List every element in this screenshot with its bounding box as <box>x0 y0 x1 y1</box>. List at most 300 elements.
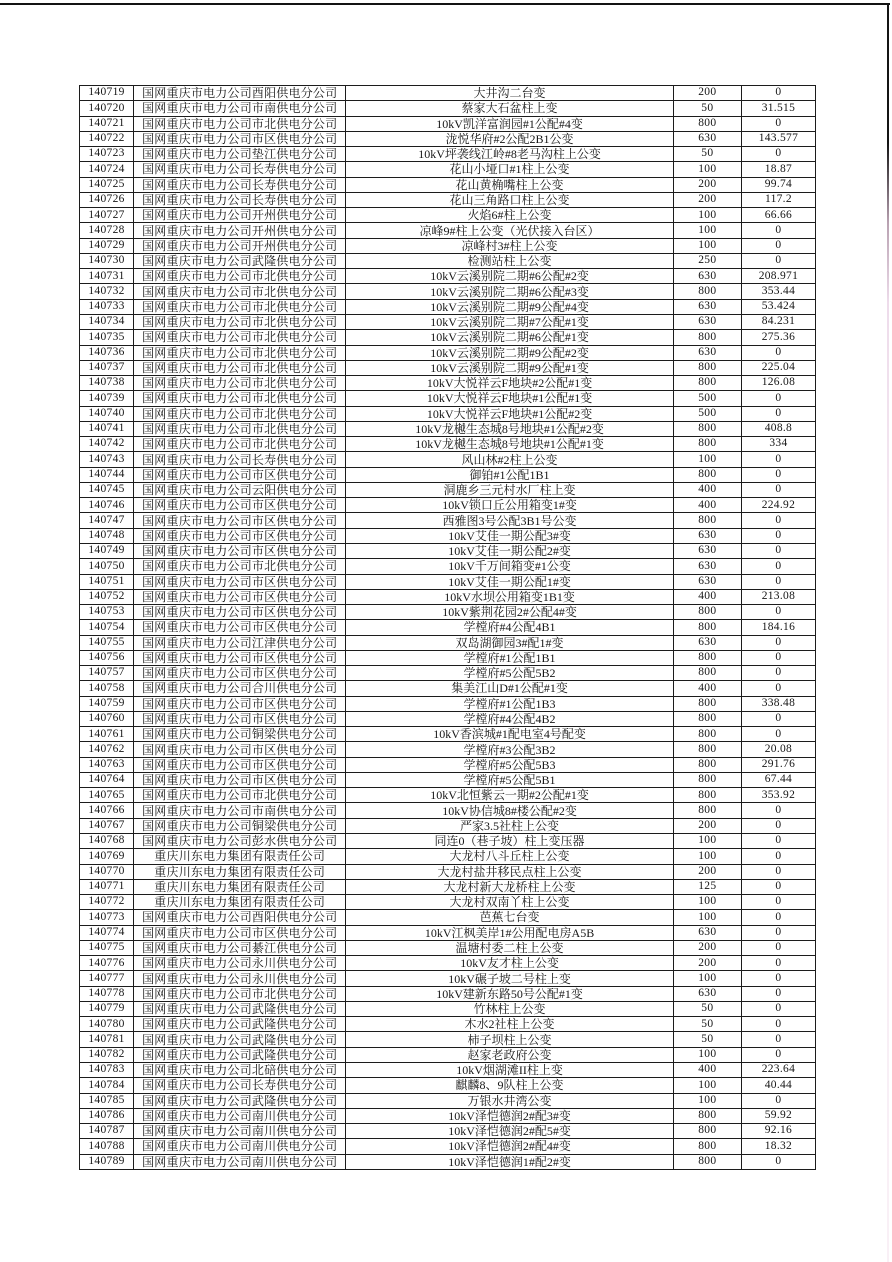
table-row <box>80 834 816 849</box>
table-row <box>80 757 816 772</box>
cell-capacity: 400 <box>673 482 741 497</box>
cell-value: 0 <box>741 879 815 894</box>
cell-capacity: 50 <box>673 147 741 162</box>
records-table <box>79 85 816 1170</box>
cell-value: 0 <box>741 605 815 620</box>
cell-value: 117.2 <box>741 192 815 207</box>
cell-station: 麒麟8、9队柱上公变 <box>346 1078 673 1093</box>
table-row <box>80 421 816 436</box>
cell-company: 国网重庆市电力公司市北供电分公司 <box>134 986 346 1001</box>
cell-capacity: 100 <box>673 452 741 467</box>
cell-capacity: 800 <box>673 284 741 299</box>
cell-station: 大龙村盐井移民点柱上公变 <box>346 864 673 879</box>
cell-value: 0 <box>741 1093 815 1108</box>
cell-id: 140782 <box>80 1047 134 1062</box>
cell-company: 国网重庆市电力公司市区供电分公司 <box>134 925 346 940</box>
cell-company: 国网重庆市电力公司长寿供电分公司 <box>134 192 346 207</box>
cell-capacity: 800 <box>673 727 741 742</box>
cell-id: 140751 <box>80 574 134 589</box>
cell-company: 国网重庆市电力公司市区供电分公司 <box>134 513 346 528</box>
cell-company: 国网重庆市电力公司酉阳供电分公司 <box>134 910 346 925</box>
table-row <box>80 330 816 345</box>
cell-capacity: 200 <box>673 86 741 101</box>
cell-capacity: 630 <box>673 314 741 329</box>
cell-capacity: 800 <box>673 650 741 665</box>
cell-value: 0 <box>741 895 815 910</box>
cell-company: 国网重庆市电力公司开州供电分公司 <box>134 223 346 238</box>
cell-capacity: 200 <box>673 192 741 207</box>
cell-station: 10kV云溪别院二期#9公配#2变 <box>346 345 673 360</box>
cell-capacity: 100 <box>673 1047 741 1062</box>
cell-station: 芭蕉七台变 <box>346 910 673 925</box>
cell-value: 0 <box>741 482 815 497</box>
cell-value: 184.16 <box>741 620 815 635</box>
table-body <box>80 86 816 1170</box>
table-row <box>80 1001 816 1016</box>
cell-station: 大龙村新大龙桥柱上公变 <box>346 879 673 894</box>
cell-company: 国网重庆市电力公司合川供电分公司 <box>134 681 346 696</box>
cell-value: 0 <box>741 1154 815 1169</box>
cell-station: 10kV艾佳一期公配3#变 <box>346 528 673 543</box>
cell-station: 10kV水坝公用箱变1B1变 <box>346 589 673 604</box>
cell-id: 140721 <box>80 116 134 131</box>
cell-id: 140723 <box>80 147 134 162</box>
table-row <box>80 711 816 726</box>
cell-station: 10kV大悦祥云F地块#1公配#2变 <box>346 406 673 421</box>
cell-company: 重庆川东电力集团有限责任公司 <box>134 895 346 910</box>
cell-company: 国网重庆市电力公司武隆供电分公司 <box>134 1093 346 1108</box>
cell-id: 140786 <box>80 1108 134 1123</box>
cell-capacity: 125 <box>673 879 741 894</box>
cell-station: 10kV烟湖滩II柱上变 <box>346 1063 673 1078</box>
cell-value: 0 <box>741 559 815 574</box>
table-row <box>80 1047 816 1062</box>
table-row <box>80 1139 816 1154</box>
cell-capacity: 200 <box>673 818 741 833</box>
cell-company: 国网重庆市电力公司市北供电分公司 <box>134 284 346 299</box>
cell-station: 10kV协信城8#楼公配#2变 <box>346 803 673 818</box>
cell-company: 国网重庆市电力公司市北供电分公司 <box>134 559 346 574</box>
cell-capacity: 400 <box>673 589 741 604</box>
cell-id: 140759 <box>80 696 134 711</box>
cell-station: 学樘府#5公配5B1 <box>346 772 673 787</box>
cell-value: 0 <box>741 910 815 925</box>
cell-capacity: 400 <box>673 498 741 513</box>
cell-station: 大龙村双南丫柱上公变 <box>346 895 673 910</box>
table-row <box>80 406 816 421</box>
table-row <box>80 635 816 650</box>
cell-capacity: 100 <box>673 849 741 864</box>
table-row <box>80 467 816 482</box>
cell-value: 67.44 <box>741 772 815 787</box>
cell-company: 国网重庆市电力公司市北供电分公司 <box>134 391 346 406</box>
table-row <box>80 589 816 604</box>
cell-id: 140778 <box>80 986 134 1001</box>
cell-station: 10kV泽恺德润1#配2#变 <box>346 1154 673 1169</box>
table-row <box>80 376 816 391</box>
cell-company: 国网重庆市电力公司市区供电分公司 <box>134 666 346 681</box>
table-row <box>80 650 816 665</box>
cell-id: 140739 <box>80 391 134 406</box>
cell-id: 140740 <box>80 406 134 421</box>
cell-value: 291.76 <box>741 757 815 772</box>
cell-value: 0 <box>741 1047 815 1062</box>
cell-station: 学樘府#1公配1B3 <box>346 696 673 711</box>
cell-station: 10kV建新东路50号公配#1变 <box>346 986 673 1001</box>
cell-value: 223.64 <box>741 1063 815 1078</box>
table-row <box>80 223 816 238</box>
cell-capacity: 100 <box>673 895 741 910</box>
cell-id: 140725 <box>80 177 134 192</box>
cell-value: 53.424 <box>741 299 815 314</box>
cell-id: 140734 <box>80 314 134 329</box>
table-row <box>80 849 816 864</box>
cell-company: 国网重庆市电力公司市区供电分公司 <box>134 589 346 604</box>
cell-id: 140731 <box>80 269 134 284</box>
cell-company: 重庆川东电力集团有限责任公司 <box>134 879 346 894</box>
cell-company: 国网重庆市电力公司开州供电分公司 <box>134 208 346 223</box>
cell-station: 10kV艾佳一期公配2#变 <box>346 543 673 558</box>
cell-id: 140756 <box>80 650 134 665</box>
table-row <box>80 360 816 375</box>
cell-company: 国网重庆市电力公司武隆供电分公司 <box>134 253 346 268</box>
cell-value: 0 <box>741 528 815 543</box>
cell-value: 0 <box>741 681 815 696</box>
cell-value: 353.44 <box>741 284 815 299</box>
cell-company: 国网重庆市电力公司长寿供电分公司 <box>134 452 346 467</box>
cell-id: 140761 <box>80 727 134 742</box>
cell-station: 花山三角路口柱上公变 <box>346 192 673 207</box>
cell-station: 同连0（巷子坡）柱上变压器 <box>346 834 673 849</box>
cell-station: 检测站柱上公变 <box>346 253 673 268</box>
cell-id: 140749 <box>80 543 134 558</box>
cell-id: 140763 <box>80 757 134 772</box>
cell-id: 140730 <box>80 253 134 268</box>
cell-capacity: 630 <box>673 299 741 314</box>
cell-value: 84.231 <box>741 314 815 329</box>
cell-capacity: 800 <box>673 116 741 131</box>
table-row <box>80 681 816 696</box>
cell-station: 10kV友才柱上公变 <box>346 956 673 971</box>
cell-value: 0 <box>741 940 815 955</box>
cell-id: 140789 <box>80 1154 134 1169</box>
cell-capacity: 500 <box>673 391 741 406</box>
cell-id: 140783 <box>80 1063 134 1078</box>
cell-capacity: 100 <box>673 238 741 253</box>
cell-capacity: 800 <box>673 376 741 391</box>
cell-company: 国网重庆市电力公司綦江供电分公司 <box>134 940 346 955</box>
cell-value: 18.32 <box>741 1139 815 1154</box>
cell-id: 140746 <box>80 498 134 513</box>
table-row <box>80 666 816 681</box>
cell-value: 40.44 <box>741 1078 815 1093</box>
table-row <box>80 727 816 742</box>
cell-value: 0 <box>741 666 815 681</box>
table-row <box>80 299 816 314</box>
cell-capacity: 800 <box>673 1154 741 1169</box>
table-row <box>80 925 816 940</box>
cell-station: 10kV云溪别院二期#7公配#1变 <box>346 314 673 329</box>
cell-value: 0 <box>741 650 815 665</box>
cell-capacity: 800 <box>673 742 741 757</box>
table-row <box>80 498 816 513</box>
cell-value: 334 <box>741 437 815 452</box>
cell-capacity: 630 <box>673 345 741 360</box>
cell-id: 140742 <box>80 437 134 452</box>
cell-capacity: 630 <box>673 269 741 284</box>
cell-value: 0 <box>741 925 815 940</box>
cell-capacity: 800 <box>673 360 741 375</box>
cell-station: 花山黄桷嘴柱上公变 <box>346 177 673 192</box>
table-row <box>80 1124 816 1139</box>
cell-value: 0 <box>741 727 815 742</box>
cell-station: 10kV龙樾生态城8号地块#1公配#2变 <box>346 421 673 436</box>
cell-id: 140767 <box>80 818 134 833</box>
table-row <box>80 895 816 910</box>
cell-station: 风山林#2柱上公变 <box>346 452 673 467</box>
cell-company: 国网重庆市电力公司铜梁供电分公司 <box>134 727 346 742</box>
cell-company: 重庆川东电力集团有限责任公司 <box>134 849 346 864</box>
cell-station: 西雅图3号公配3B1号公变 <box>346 513 673 528</box>
cell-id: 140774 <box>80 925 134 940</box>
cell-station: 大龙村八斗丘柱上公变 <box>346 849 673 864</box>
cell-capacity: 100 <box>673 971 741 986</box>
cell-company: 国网重庆市电力公司市区供电分公司 <box>134 528 346 543</box>
cell-company: 国网重庆市电力公司市北供电分公司 <box>134 376 346 391</box>
cell-capacity: 50 <box>673 101 741 116</box>
table-row <box>80 986 816 1001</box>
cell-id: 140727 <box>80 208 134 223</box>
table-row <box>80 818 816 833</box>
table-row <box>80 101 816 116</box>
cell-company: 国网重庆市电力公司武隆供电分公司 <box>134 1001 346 1016</box>
cell-value: 99.74 <box>741 177 815 192</box>
table-row <box>80 1032 816 1047</box>
table-row <box>80 86 816 101</box>
table-row <box>80 772 816 787</box>
cell-company: 国网重庆市电力公司市北供电分公司 <box>134 299 346 314</box>
table-row <box>80 910 816 925</box>
cell-id: 140776 <box>80 956 134 971</box>
cell-company: 国网重庆市电力公司云阳供电分公司 <box>134 482 346 497</box>
cell-id: 140733 <box>80 299 134 314</box>
cell-value: 0 <box>741 818 815 833</box>
cell-capacity: 100 <box>673 1078 741 1093</box>
cell-id: 140768 <box>80 834 134 849</box>
cell-station: 火焰6#柱上公变 <box>346 208 673 223</box>
cell-capacity: 50 <box>673 1017 741 1032</box>
cell-company: 国网重庆市电力公司市北供电分公司 <box>134 421 346 436</box>
table-row <box>80 803 816 818</box>
cell-id: 140758 <box>80 681 134 696</box>
cell-value: 224.92 <box>741 498 815 513</box>
cell-station: 温塘村委二柱上公变 <box>346 940 673 955</box>
cell-company: 国网重庆市电力公司市区供电分公司 <box>134 650 346 665</box>
cell-station: 10kV云溪别院二期#6公配#2变 <box>346 269 673 284</box>
cell-company: 国网重庆市电力公司市区供电分公司 <box>134 620 346 635</box>
cell-id: 140724 <box>80 162 134 177</box>
cell-id: 140732 <box>80 284 134 299</box>
cell-value: 66.66 <box>741 208 815 223</box>
cell-capacity: 100 <box>673 910 741 925</box>
cell-company: 国网重庆市电力公司市北供电分公司 <box>134 788 346 803</box>
cell-id: 140762 <box>80 742 134 757</box>
cell-capacity: 50 <box>673 1032 741 1047</box>
cell-value: 0 <box>741 467 815 482</box>
cell-id: 140788 <box>80 1139 134 1154</box>
cell-value: 0 <box>741 803 815 818</box>
table-row <box>80 1078 816 1093</box>
cell-capacity: 100 <box>673 162 741 177</box>
cell-id: 140781 <box>80 1032 134 1047</box>
cell-company: 国网重庆市电力公司武隆供电分公司 <box>134 1032 346 1047</box>
cell-value: 92.16 <box>741 1124 815 1139</box>
cell-id: 140736 <box>80 345 134 360</box>
cell-station: 学樘府#1公配1B1 <box>346 650 673 665</box>
cell-capacity: 800 <box>673 1139 741 1154</box>
cell-station: 凉峰村3#柱上公变 <box>346 238 673 253</box>
cell-value: 213.08 <box>741 589 815 604</box>
table-row <box>80 162 816 177</box>
cell-station: 集美江山D#1公配#1变 <box>346 681 673 696</box>
cell-value: 18.87 <box>741 162 815 177</box>
table-row <box>80 605 816 620</box>
cell-capacity: 800 <box>673 757 741 772</box>
cell-value: 0 <box>741 711 815 726</box>
cell-id: 140784 <box>80 1078 134 1093</box>
cell-capacity: 630 <box>673 574 741 589</box>
cell-station: 10kV北恒紫云一期#2公配#1变 <box>346 788 673 803</box>
cell-station: 10kV江枫美岸1#公用配电房A5B <box>346 925 673 940</box>
cell-station: 10kV云溪别院二期#6公配#1变 <box>346 330 673 345</box>
cell-capacity: 800 <box>673 772 741 787</box>
cell-company: 国网重庆市电力公司南川供电分公司 <box>134 1154 346 1169</box>
table-row <box>80 177 816 192</box>
cell-station: 学樘府#4公配4B1 <box>346 620 673 635</box>
cell-station: 竹林柱上公变 <box>346 1001 673 1016</box>
cell-capacity: 100 <box>673 208 741 223</box>
table-row <box>80 956 816 971</box>
cell-id: 140755 <box>80 635 134 650</box>
table-row <box>80 314 816 329</box>
cell-company: 国网重庆市电力公司市北供电分公司 <box>134 360 346 375</box>
cell-station: 学樘府#4公配4B2 <box>346 711 673 726</box>
cell-value: 0 <box>741 1001 815 1016</box>
table-row <box>80 131 816 146</box>
cell-station: 木水2社柱上公变 <box>346 1017 673 1032</box>
cell-id: 140777 <box>80 971 134 986</box>
cell-capacity: 630 <box>673 131 741 146</box>
cell-value: 59.92 <box>741 1108 815 1123</box>
table-row <box>80 1017 816 1032</box>
cell-capacity: 630 <box>673 528 741 543</box>
cell-station: 10kV云溪别院二期#6公配#3变 <box>346 284 673 299</box>
cell-capacity: 630 <box>673 986 741 1001</box>
cell-id: 140760 <box>80 711 134 726</box>
cell-company: 国网重庆市电力公司长寿供电分公司 <box>134 162 346 177</box>
cell-company: 国网重庆市电力公司市区供电分公司 <box>134 711 346 726</box>
cell-value: 0 <box>741 253 815 268</box>
table-row <box>80 528 816 543</box>
table-row <box>80 208 816 223</box>
cell-id: 140728 <box>80 223 134 238</box>
cell-station: 10kV紫荆花园2#公配4#变 <box>346 605 673 620</box>
cell-value: 0 <box>741 223 815 238</box>
cell-value: 338.48 <box>741 696 815 711</box>
cell-station: 10kV艾佳一期公配1#变 <box>346 574 673 589</box>
cell-company: 国网重庆市电力公司市南供电分公司 <box>134 803 346 818</box>
cell-id: 140779 <box>80 1001 134 1016</box>
cell-value: 0 <box>741 238 815 253</box>
cell-company: 国网重庆市电力公司市北供电分公司 <box>134 345 346 360</box>
cell-company: 国网重庆市电力公司南川供电分公司 <box>134 1108 346 1123</box>
cell-company: 国网重庆市电力公司武隆供电分公司 <box>134 1017 346 1032</box>
cell-station: 10kV凯洋富润园#1公配#4变 <box>346 116 673 131</box>
cell-value: 20.08 <box>741 742 815 757</box>
cell-id: 140771 <box>80 879 134 894</box>
cell-station: 10kV龙樾生态城8号地块#1公配#1变 <box>346 437 673 452</box>
cell-capacity: 500 <box>673 406 741 421</box>
cell-value: 0 <box>741 986 815 1001</box>
cell-company: 国网重庆市电力公司市区供电分公司 <box>134 498 346 513</box>
cell-company: 国网重庆市电力公司彭水供电分公司 <box>134 834 346 849</box>
cell-company: 国网重庆市电力公司市区供电分公司 <box>134 467 346 482</box>
cell-capacity: 800 <box>673 788 741 803</box>
cell-company: 国网重庆市电力公司市北供电分公司 <box>134 437 346 452</box>
cell-id: 140765 <box>80 788 134 803</box>
cell-capacity: 100 <box>673 834 741 849</box>
cell-id: 140775 <box>80 940 134 955</box>
cell-capacity: 800 <box>673 1108 741 1123</box>
cell-value: 208.971 <box>741 269 815 284</box>
cell-station: 学樘府#3公配3B2 <box>346 742 673 757</box>
cell-id: 140750 <box>80 559 134 574</box>
cell-station: 10kV云溪别院二期#9公配#1变 <box>346 360 673 375</box>
cell-id: 140722 <box>80 131 134 146</box>
cell-value: 0 <box>741 971 815 986</box>
cell-station: 10kV大悦祥云F地块#1公配#1变 <box>346 391 673 406</box>
cell-capacity: 630 <box>673 543 741 558</box>
cell-station: 10kV香滨城#1配电室4号配变 <box>346 727 673 742</box>
cell-value: 126.08 <box>741 376 815 391</box>
cell-id: 140785 <box>80 1093 134 1108</box>
cell-station: 双岛湖御园3#配1#变 <box>346 635 673 650</box>
cell-station: 学樘府#5公配5B3 <box>346 757 673 772</box>
cell-id: 140787 <box>80 1124 134 1139</box>
table-row <box>80 620 816 635</box>
cell-capacity: 800 <box>673 605 741 620</box>
cell-id: 140743 <box>80 452 134 467</box>
cell-capacity: 800 <box>673 620 741 635</box>
cell-company: 国网重庆市电力公司开州供电分公司 <box>134 238 346 253</box>
cell-company: 国网重庆市电力公司酉阳供电分公司 <box>134 86 346 101</box>
cell-value: 31.515 <box>741 101 815 116</box>
table-row <box>80 116 816 131</box>
cell-capacity: 200 <box>673 940 741 955</box>
cell-value: 0 <box>741 834 815 849</box>
cell-value: 0 <box>741 1032 815 1047</box>
cell-capacity: 630 <box>673 635 741 650</box>
table-row <box>80 238 816 253</box>
cell-id: 140747 <box>80 513 134 528</box>
page-right-rule <box>887 3 889 1262</box>
table-row <box>80 879 816 894</box>
cell-capacity: 50 <box>673 1001 741 1016</box>
cell-capacity: 200 <box>673 956 741 971</box>
cell-station: 赵家老政府公变 <box>346 1047 673 1062</box>
cell-company: 国网重庆市电力公司北碚供电分公司 <box>134 1063 346 1078</box>
cell-capacity: 100 <box>673 223 741 238</box>
